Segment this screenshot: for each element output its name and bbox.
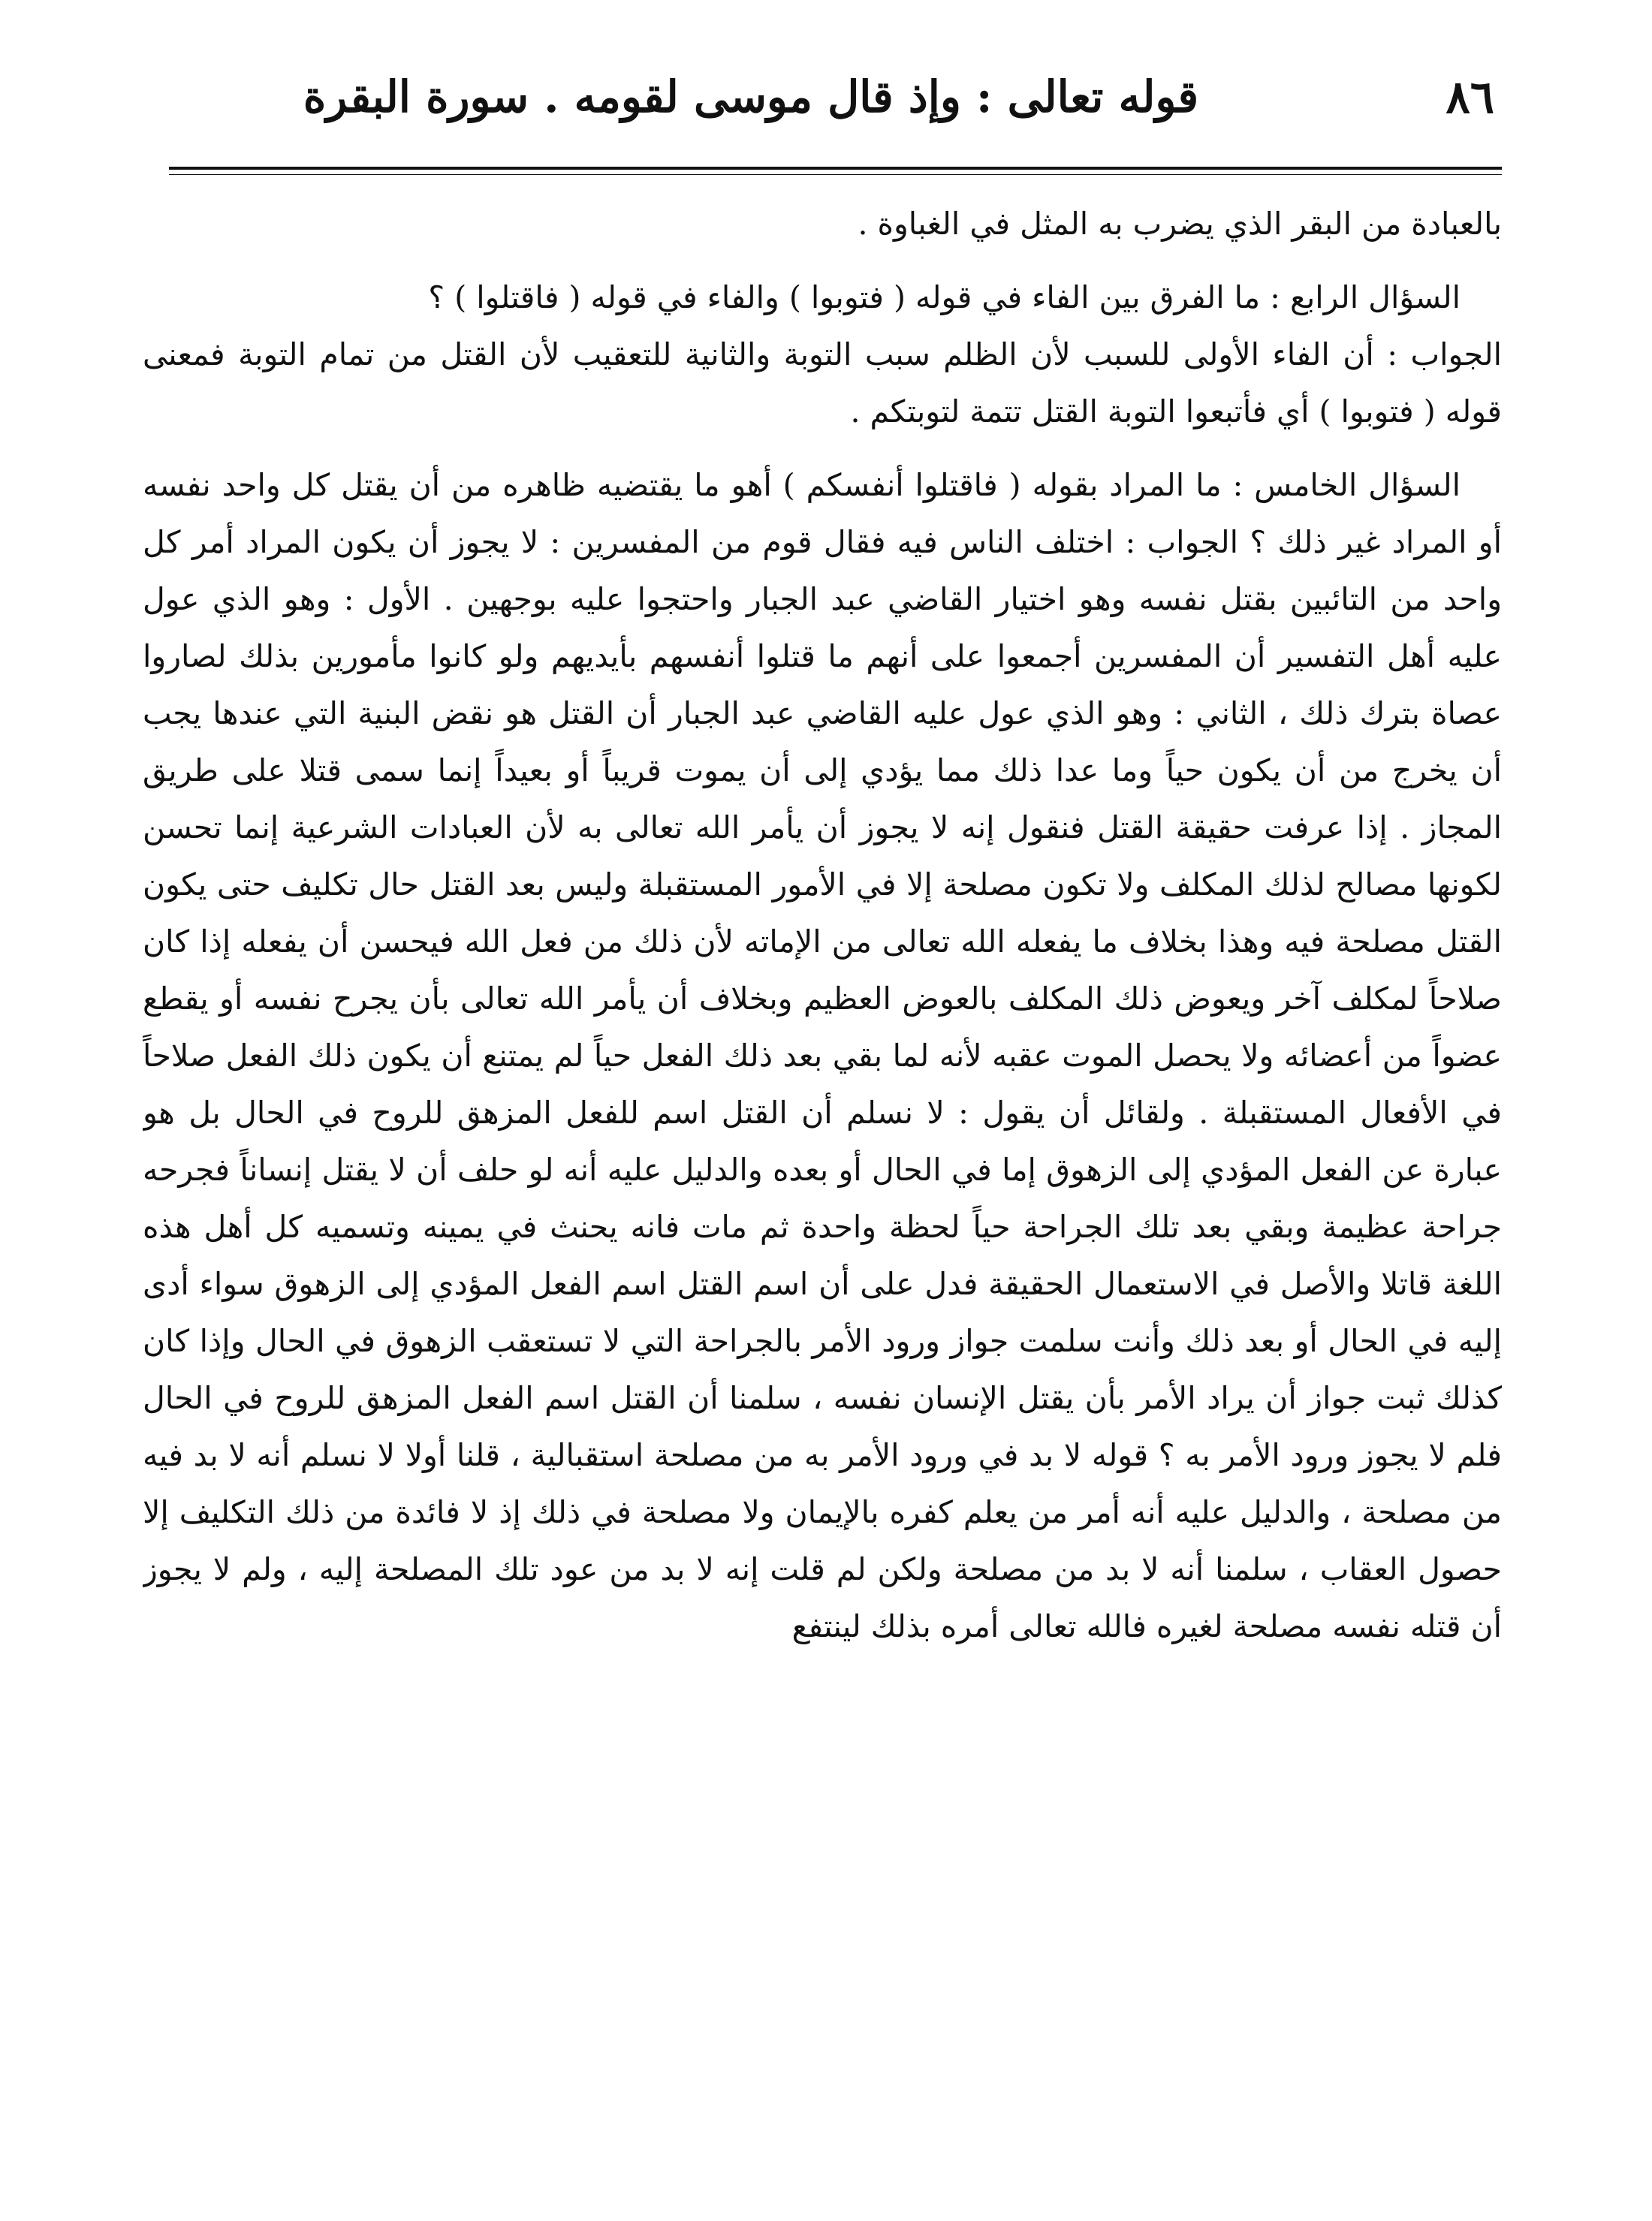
paragraph: الجواب : أن الفاء الأولى للسبب لأن الظلم سبب التوبة والثانية للتعقيب لأن القتل من تمام التوبة فمعنى قوله ( فتوبوا ) أي فأتبعوا التوبة القتل تتمة لتوبتكم .	[143, 336, 1502, 429]
paragraph: السؤال الخامس : ما المراد بقوله ( فاقتلوا أنفسكم ) أهو ما يقتضيه ظاهره من أن يقتل كل واحد نفسه أو المراد غير ذلك ؟ الجواب : اختلف الناس فيه فقال قوم من المفسرين : لا يجوز أن يكون المراد أمر كل واحد من التائبين بقتل نفسه وهو اختيار القاضي عبد الجبار واحتجوا عليه بوجهين . الأول : وهو الذي عول عليه أهل التفسير أن المفسرين أجمعوا على أنهم ما قتلوا أنفسهم بأيديهم ولو كانوا مأمورين بذلك لصاروا عصاة بترك ذلك ، الثاني : وهو الذي عول عليه القاضي عبد الجبار أن القتل هو نقض البنية التي عندها يجب أن يخرج من أن يكون حياً وما عدا ذلك مما يؤدي إلى أن يموت قريباً أو بعيداً إنما سمى قتلا على طريق المجاز . إذا عرفت حقيقة القتل فنقول إنه لا يجوز أن يأمر الله تعالى به لأن العبادات الشرعية إنما تحسن لكونها مصالح لذلك المكلف ولا تكون مصلحة إلا في الأمور المستقبلة وليس بعد القتل حال تكليف حتى يكون القتل مصلحة فيه وهذا بخلاف ما يفعله الله تعالى من الإماته لأن ذلك من فعل الله فيحسن أن يفعله إذا كان صلاحاً لمكلف آخر ويعوض ذلك المكلف بالعوض العظيم وبخلاف أن يأمر الله تعالى بأن يجرح نفسه أو يقطع عضواً من أعضائه ولا يحصل الموت عقبه لأنه لما بقي بعد ذلك الفعل حياً لم يمتنع أن يكون ذلك الفعل صلاحاً في الأفعال المستقبلة . ولقائل أن يقول : لا نسلم أن القتل اسم للفعل المزهق للروح في الحال بل هو عبارة عن الفعل المؤدي إلى الزهوق إما في الحال أو بعده والدليل عليه أنه لو حلف أن لا يقتل إنساناً فجرحه جراحة عظيمة وبقي بعد تلك الجراحة حياً لحظة واحدة ثم مات فانه يحنث في يمينه وتسميه كل أهل هذه اللغة قاتلا والأصل في الاستعمال الحقيقة فدل على أن اسم القتل اسم الفعل المؤدي إلى الزهوق سواء أدى إليه في الحال أو بعد ذلك وأنت سلمت جواز ورود الأمر بالجراحة التي لا تستعقب الزهوق في الحال وإذا كان كذلك ثبت جواز أن يراد الأمر بأن يقتل الإنسان نفسه ، سلمنا أن القتل اسم الفعل المزهق للروح في الحال فلم لا يجوز ورود الأمر به ؟ قوله لا بد في ورود الأمر به من مصلحة استقبالية ، قلنا أولا لا نسلم أنه لا بد فيه من مصلحة ، والدليل عليه أنه أمر من يعلم كفره بالإيمان ولا مصلحة في ذلك إذ لا فائدة من ذلك التكليف إلا حصول العقاب ، سلمنا أنه لا بد من مصلحة ولكن لم قلت إنه لا بد من عود تلك المصلحة إليه ، ولم لا يجوز أن قتله نفسه مصلحة لغيره فالله تعالى أمره بذلك لينتفع	[143, 467, 1502, 1644]
paragraph: السؤال الرابع : ما الفرق بين الفاء في قوله ( فتوبوا ) والفاء في قوله ( فاقتلوا ) ؟	[428, 279, 1461, 315]
page-number: ٨٦	[1446, 71, 1494, 124]
running-title: قوله تعالى : وإذ قال موسى لقومه . سورة البقرة	[303, 71, 1199, 122]
paragraph: بالعبادة من البقر الذي يضرب به المثل في الغباوة .	[858, 206, 1502, 242]
header-rule	[169, 167, 1502, 170]
header-rule-thin	[169, 174, 1502, 175]
body-text	[143, 195, 1502, 2177]
page-header	[158, 71, 1494, 161]
